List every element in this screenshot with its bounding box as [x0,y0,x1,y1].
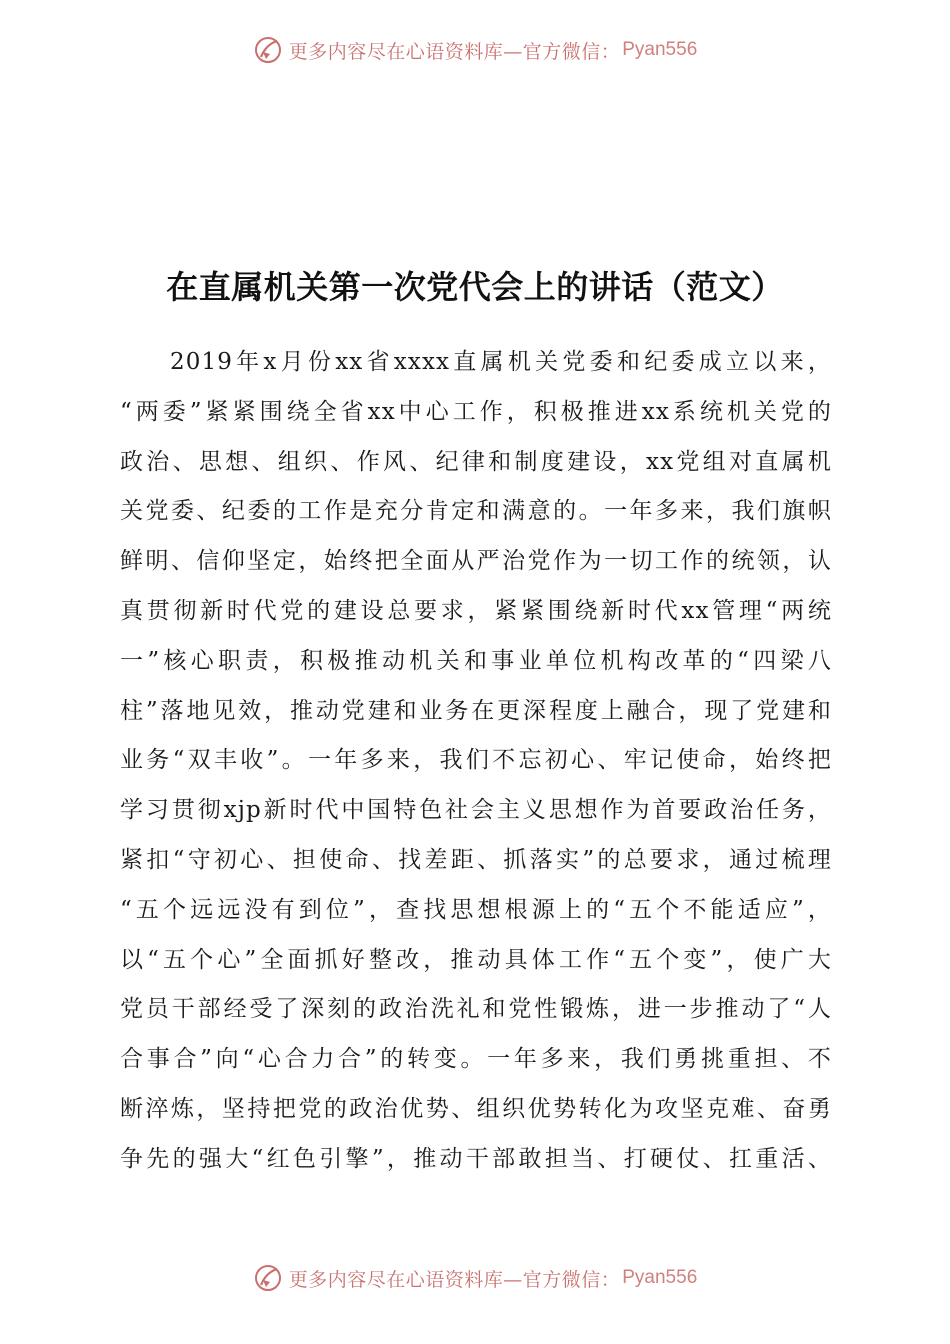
watermark-wechat-id: Pyan556 [622,39,698,60]
paragraph-line: 紧扣“守初心、担使命、找差距、抓落实”的总要求，通过梳理 [120,846,832,873]
watermark-header [0,30,950,70]
document-body [120,338,832,1185]
paragraph-line: 业务“双丰收”。一年多来，我们不忘初心、牢记使命，始终把 [120,747,832,774]
paragraph-line: 以“五个心”全面抓好整改，推动具体工作“五个变”，使广大 [120,946,832,973]
paragraph-line: “两委”紧紧围绕全省xx中心工作，积极推进xx系统机关党的 [120,398,832,425]
paragraph-line: 政治、思想、组织、作风、纪律和制度建设，xx党组对直属机 [120,448,832,475]
paragraph-line: 真贯彻新时代党的建设总要求，紧紧围绕新时代xx管理“两统 [120,597,832,624]
paragraph-line: “五个远远没有到位”，查找思想根源上的“五个不能适应”， [120,896,832,923]
paragraph-line: 鲜明、信仰坚定，始终把全面从严治党作为一切工作的统领，认 [120,548,832,575]
paragraph-line: 学习贯彻xjp新时代中国特色社会主义思想作为首要政治任务， [120,797,832,824]
logo-icon [253,1263,283,1293]
paragraph-line: 柱”落地见效，推动党建和业务在更深程度上融合，现了党建和 [120,697,832,724]
watermark-text: 更多内容尽在心语资料库—官方微信： [288,40,621,63]
paragraph-line: 断淬炼，坚持把党的政治优势、组织优势转化为攻坚克难、奋勇 [120,1095,832,1122]
paragraph-line: 合事合”向“心合力合”的转变。一年多来，我们勇挑重担、不 [120,1046,832,1073]
paragraph-line: 争先的强大“红色引擎”，推动干部敢担当、打硬仗、扛重活、 [120,1145,832,1172]
logo-icon [253,35,283,65]
watermark-wechat-id: Pyan556 [622,1267,698,1288]
paragraph-line: 关党委、纪委的工作是充分肯定和满意的。一年多来，我们旗帜 [120,498,832,525]
paragraph-line: 一”核心职责，积极推动机关和事业单位机构改革的“四梁八 [120,647,832,674]
watermark-footer [0,1258,950,1298]
paragraph-line: 党员干部经受了深刻的政治洗礼和党性锻炼，进一步推动了“人 [120,996,832,1023]
paragraph-line: 2019年x月份xx省xxxx直属机关党委和纪委成立以来， [170,349,832,375]
watermark-text: 更多内容尽在心语资料库—官方微信： [288,1268,621,1291]
document-title: 在直属机关第一次党代会上的讲话（范文） [166,268,784,306]
